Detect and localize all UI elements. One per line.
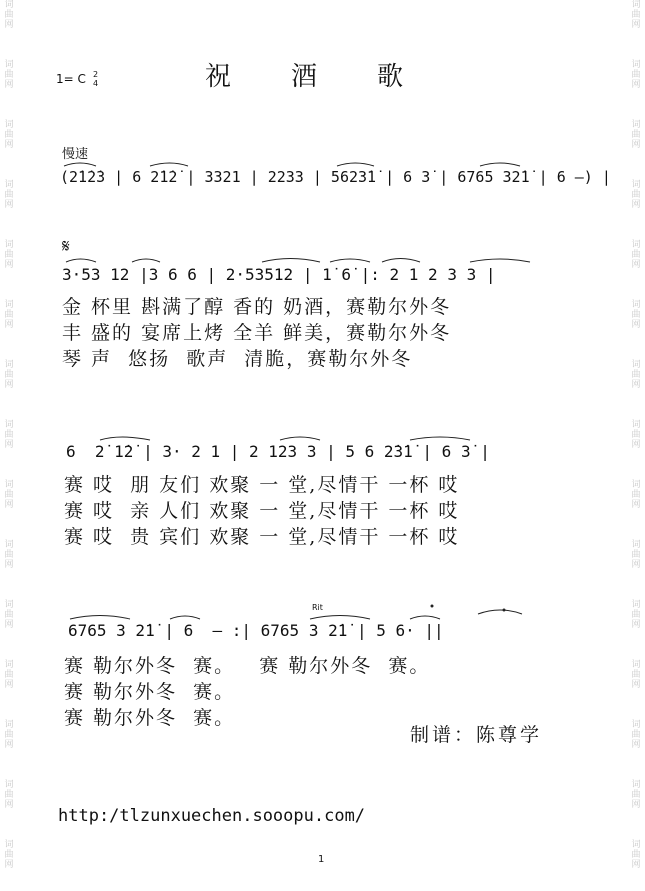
watermark-char: 曲 — [631, 250, 641, 260]
meter-top: 2 — [93, 70, 99, 79]
watermark-char: 网 — [631, 560, 641, 570]
ritardando-marking: Rit — [312, 603, 323, 612]
watermark-char: 网 — [631, 800, 641, 810]
watermark-char: 曲 — [4, 550, 14, 560]
watermark-char: 网 — [4, 200, 14, 210]
line3-lyric-verse2: 赛 勒尔外冬 赛。 — [64, 681, 236, 703]
tempo-marking: 慢速 — [62, 147, 89, 162]
line1-lyric-verse1: 金 杯里 斟满了醇 香的 奶酒，赛勒尔外冬 — [62, 296, 452, 318]
watermark-char: 网 — [4, 620, 14, 630]
watermark-char: 词 — [631, 600, 641, 610]
watermark-char: 词 — [4, 780, 14, 790]
watermark-char: 曲 — [631, 310, 641, 320]
watermark-char: 网 — [4, 20, 14, 30]
watermark-char: 网 — [631, 440, 641, 450]
watermark-char: 网 — [4, 440, 14, 450]
watermark-char: 曲 — [4, 250, 14, 260]
watermark-char: 词 — [631, 780, 641, 790]
watermark-char: 曲 — [631, 10, 641, 20]
slur-l3-3 — [310, 616, 370, 620]
slur-l1-5 — [382, 259, 420, 263]
meter-bottom: 4 — [93, 79, 99, 88]
line1-notation: 3·53 12 |3 6 6 | 2·53512 | 1̇ 6̇ |: 2 1 2 3 3 | — [62, 265, 496, 284]
line2-lyric-verse3: 赛 哎 贵 宾们 欢聚 一 堂,尽情干 一杯 哎 — [64, 526, 460, 548]
watermark-char: 网 — [4, 260, 14, 270]
watermark-char: 词 — [4, 120, 14, 130]
source-url: http:/tlzunxuechen.sooopu.com/ — [58, 806, 366, 826]
watermark-char: 网 — [4, 860, 14, 870]
watermark-char: 曲 — [4, 730, 14, 740]
watermark-char: 曲 — [631, 70, 641, 80]
watermark-char: 网 — [631, 140, 641, 150]
watermark-char: 曲 — [4, 490, 14, 500]
watermark-char: 词 — [631, 120, 641, 130]
watermark-char: 网 — [631, 680, 641, 690]
watermark-char: 曲 — [631, 850, 641, 860]
watermark-char: 网 — [631, 260, 641, 270]
watermark-char: 曲 — [631, 730, 641, 740]
watermark-char: 词 — [4, 240, 14, 250]
watermark-char: 曲 — [4, 370, 14, 380]
slur-intro-2 — [150, 163, 188, 166]
watermark-char: 网 — [4, 380, 14, 390]
watermark-char: 曲 — [631, 190, 641, 200]
watermark-char: 曲 — [4, 430, 14, 440]
watermark-char: 网 — [4, 680, 14, 690]
watermark-char: 网 — [631, 500, 641, 510]
watermark-char: 词 — [4, 360, 14, 370]
watermark-char: 网 — [4, 560, 14, 570]
watermark-char: 词 — [4, 660, 14, 670]
watermark-char: 网 — [631, 620, 641, 630]
line1-lyric-verse2: 丰 盛的 宴席上烤 全羊 鲜美，赛勒尔外冬 — [62, 322, 452, 344]
watermark-char: 曲 — [631, 130, 641, 140]
watermark-char: 词 — [4, 840, 14, 850]
watermark-char: 曲 — [631, 670, 641, 680]
watermark-char: 曲 — [4, 130, 14, 140]
slur-l3-2 — [170, 616, 200, 619]
watermark-char: 曲 — [631, 430, 641, 440]
watermark-char: 网 — [4, 320, 14, 330]
watermark-char: 网 — [631, 320, 641, 330]
watermark-char: 词 — [631, 180, 641, 190]
line1-lyric-verse3: 琴 声 悠扬 歌声 清脆，赛勒尔外冬 — [62, 348, 413, 370]
watermark-char: 词 — [4, 480, 14, 490]
watermark-char: 网 — [631, 740, 641, 750]
slur-l2-2 — [280, 437, 320, 440]
watermark-char: 词 — [631, 720, 641, 730]
watermark-char: 词 — [4, 420, 14, 430]
watermark-char: 词 — [4, 600, 14, 610]
watermark-char: 网 — [4, 800, 14, 810]
line3-lyric-verse1: 赛 勒尔外冬 赛。 赛 勒尔外冬 赛。 — [64, 655, 431, 677]
slur-l1-2 — [132, 259, 160, 262]
watermark-char: 词 — [4, 0, 14, 10]
watermark-char: 网 — [4, 500, 14, 510]
line2-lyric-verse1: 赛 哎 朋 友们 欢聚 一 堂,尽情干 一杯 哎 — [64, 474, 460, 496]
watermark-char: 曲 — [4, 670, 14, 680]
watermark-char: 词 — [4, 540, 14, 550]
watermark-char: 词 — [4, 300, 14, 310]
line3-lyric-verse3: 赛 勒尔外冬 赛。 — [64, 707, 236, 729]
watermark-char: 词 — [631, 840, 641, 850]
segno-sign: 𝄋 — [62, 236, 70, 257]
watermark-char: 曲 — [4, 70, 14, 80]
slur-l1-3 — [262, 259, 320, 263]
watermark-char: 词 — [631, 240, 641, 250]
line3-notation: 6765 3 2̇1̇ | 6 – :| 6765 3 2̇1̇ | 5 6· || — [68, 621, 444, 640]
watermark-char: 网 — [4, 740, 14, 750]
slur-l3-1 — [70, 616, 130, 620]
watermark-char: 词 — [4, 180, 14, 190]
key-signature: 1= C — [56, 72, 86, 86]
watermark-char: 词 — [631, 660, 641, 670]
watermark-char: 曲 — [631, 490, 641, 500]
slur-l1-6 — [470, 259, 530, 262]
slur-intro-4 — [480, 163, 520, 166]
fermata-dot-2 — [503, 609, 506, 612]
watermark-char: 曲 — [4, 310, 14, 320]
watermark-char: 曲 — [4, 850, 14, 860]
line2-notation: 6 2̇ 1̇2̇ | 3· 2 1 | 2 123 3 | 5 6 2̇3̇1̇ | 6 3̇ | — [66, 442, 490, 461]
watermark-char: 词 — [631, 420, 641, 430]
watermark-char: 网 — [4, 80, 14, 90]
intro-notation: (2̇1̇2̇3 | 6 2̇1̇2̇ | 3321 | 2233 | 5623̇1̇ | 6 3̇ | 6765 32̇1̇ | 6 –) | — [60, 168, 611, 186]
slur-l3-5 — [478, 610, 522, 614]
watermark-char: 词 — [4, 60, 14, 70]
watermark-char: 网 — [631, 80, 641, 90]
watermark-char: 曲 — [631, 790, 641, 800]
slur-l3-4 — [410, 616, 440, 619]
watermark-char: 曲 — [4, 610, 14, 620]
watermark-char: 曲 — [631, 370, 641, 380]
slur-l1-4 — [330, 259, 370, 262]
watermark-char: 词 — [631, 60, 641, 70]
watermark-char: 词 — [631, 480, 641, 490]
line2-lyric-verse2: 赛 哎 亲 人们 欢聚 一 堂,尽情干 一杯 哎 — [64, 500, 460, 522]
watermark-char: 网 — [631, 20, 641, 30]
slur-intro-3 — [337, 163, 374, 166]
watermark-char: 网 — [631, 380, 641, 390]
watermark-char: 曲 — [4, 190, 14, 200]
watermark-char: 词 — [631, 300, 641, 310]
watermark-char: 网 — [4, 140, 14, 150]
watermark-char: 曲 — [4, 10, 14, 20]
watermark-char: 词 — [4, 720, 14, 730]
slur-l1-1 — [66, 259, 96, 262]
watermark-char: 曲 — [631, 610, 641, 620]
fermata-dot-1 — [431, 605, 434, 608]
arranger-credit: 制谱：陈尊学 — [410, 724, 543, 746]
slur-l2-3 — [410, 437, 470, 440]
watermark-char: 网 — [631, 860, 641, 870]
watermark-char: 词 — [631, 540, 641, 550]
song-title: 祝酒歌 — [205, 62, 464, 92]
watermark-char: 网 — [631, 200, 641, 210]
watermark-char: 曲 — [4, 790, 14, 800]
slur-intro-1 — [64, 163, 96, 166]
page-number: 1 — [318, 854, 325, 865]
watermark-char: 词 — [631, 0, 641, 10]
watermark-char: 词 — [631, 360, 641, 370]
slur-l2-1 — [100, 437, 150, 440]
watermark-char: 曲 — [631, 550, 641, 560]
